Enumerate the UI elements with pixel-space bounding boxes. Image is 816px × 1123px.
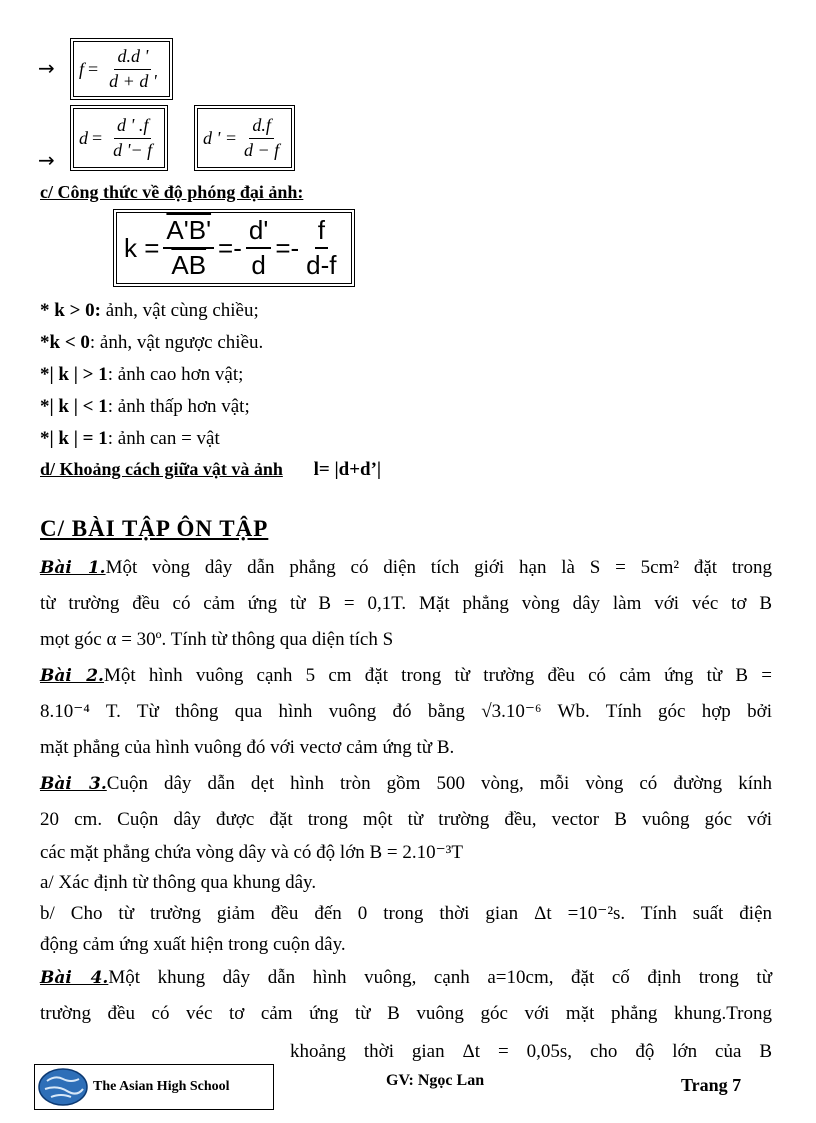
numerator: d ' .f	[114, 116, 151, 139]
implies-arrow-1: →	[38, 56, 55, 80]
page-number: Trang 7	[681, 1075, 742, 1095]
formula-lhs: f	[79, 58, 85, 79]
bai3-line-2: 20 cm. Cuộn dây được đặt trong một từ trường đều, vector B vuông góc với	[40, 809, 772, 830]
fraction-f	[303, 216, 339, 279]
bai3-line-1: Bài 3.Cuộn dây dẫn dẹt hình tròn gồm 500 vòng, mỗi vòng có đường kính	[40, 773, 772, 794]
formula-lhs: k =	[124, 232, 160, 263]
denominator: AB	[171, 250, 207, 280]
teacher-name: GV: Ngọc Lan	[386, 1072, 485, 1089]
denominator: d '− f	[113, 139, 153, 160]
denominator: d + d '	[109, 70, 157, 91]
fraction	[110, 116, 155, 161]
bai3-line-3: các mặt phẳng chứa vòng dây và có độ lớn B = 2.10⁻³T	[40, 842, 463, 863]
numerator: d'	[246, 216, 271, 249]
image-distance-formula	[194, 105, 295, 171]
numerator: d.d '	[114, 47, 151, 70]
operator: =-	[218, 232, 242, 263]
equals-sign: =	[92, 127, 103, 148]
denominator: d-f	[306, 250, 337, 280]
bai3-part-b-1: b/ Cho từ trường giảm đều đến 0 trong thời gian Δt =10⁻²s. Tính suất điện	[40, 903, 772, 924]
object-distance-formula	[70, 105, 168, 171]
bai1-line-3: mọt góc α = 30º. Tính từ thông qua diện tích S	[40, 629, 394, 650]
magnification-heading: c/ Công thức về độ phóng đại ảnh:	[40, 182, 304, 202]
equals-sign: =	[88, 58, 99, 79]
formula-lhs: d ' =	[203, 127, 237, 148]
fraction-d	[246, 216, 271, 279]
bai1-label: Bài 1.	[40, 558, 106, 578]
section-title: C/ BÀI TẬP ÔN TẬP	[40, 516, 269, 541]
k-rule-5: *| k | = 1: ảnh can = vật	[40, 428, 220, 449]
magnification-formula	[113, 209, 355, 287]
denominator: d	[251, 250, 266, 280]
distance-row	[40, 459, 381, 481]
bai4-line-1: Bài 4.Một khung dây dẫn hình vuông, cạnh a=10cm, đặt cố định trong từ	[40, 967, 772, 988]
bai2-line-3: mặt phẳng của hình vuông đó với vectơ cảm ứng từ B.	[40, 737, 455, 758]
exercises	[40, 550, 772, 1032]
formula-lhs: d	[79, 127, 88, 148]
bai4-line-2: trường đều có véc tơ cảm ứng từ B vuông góc với mặt phẳng khung.Trong	[40, 1003, 772, 1024]
bai3-part-b-2: động cảm ứng xuất hiện trong cuộn dây.	[40, 934, 346, 955]
k-rule-2: *k < 0: ảnh, vật ngược chiều.	[40, 332, 264, 353]
fraction	[106, 47, 160, 92]
bai4-label: Bài 4.	[40, 968, 109, 988]
focal-length-formula	[70, 38, 173, 100]
denominator: d − f	[244, 139, 280, 160]
numerator: d.f	[249, 116, 274, 139]
school-logo-banner	[34, 1064, 274, 1110]
bai3-label: Bài 3.	[40, 774, 107, 794]
operator: =-	[275, 232, 300, 263]
distance-heading: d/ Khoảng cách giữa vật và ảnh	[40, 459, 283, 479]
bai2-line-1: Bài 2.Một hình vuông cạnh 5 cm đặt trong từ trường đều có cảm ứng từ B =	[40, 665, 772, 686]
school-name: The Asian High School	[93, 1079, 230, 1094]
bai4-line-3: khoảng thời gian Δt = 0,05s, cho độ lớn của B	[290, 1041, 772, 1062]
distance-formula: l= |d+d’|	[313, 459, 382, 480]
bai2-line-2: 8.10⁻⁴ T. Từ thông qua hình vuông đó bằng √3.10⁻⁶ Wb. Tính góc hợp bởi	[40, 701, 772, 722]
implies-arrow-2: →	[38, 148, 55, 172]
fraction	[241, 116, 282, 161]
fraction-ab	[163, 216, 214, 279]
bai3-part-a: a/ Xác định từ thông qua khung dây.	[40, 872, 317, 893]
numerator: A'B'	[163, 216, 214, 249]
globe-icon	[37, 1067, 89, 1107]
bai1-line-2: từ trường đều có cảm ứng từ B = 0,1T. Mặt phẳng vòng dây làm với véc tơ B	[40, 593, 772, 614]
k-rule-4: *| k | < 1: ảnh thấp hơn vật;	[40, 396, 250, 417]
k-rule-1: * k > 0: ảnh, vật cùng chiều;	[40, 300, 259, 321]
bai2-label: Bài 2.	[40, 666, 104, 686]
bai1-line-1: Bài 1.Một vòng dây dẫn phẳng có diện tích giới hạn là S = 5cm² đặt trong	[40, 557, 772, 578]
numerator: f	[315, 216, 328, 249]
k-rule-3: *| k | > 1: ảnh cao hơn vật;	[40, 364, 244, 385]
